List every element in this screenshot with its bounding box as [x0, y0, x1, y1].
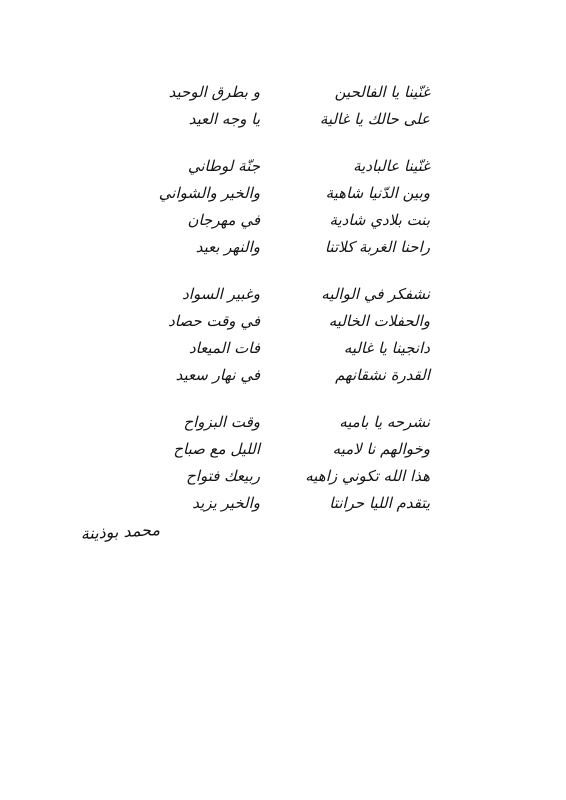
stanza-1	[130, 82, 430, 136]
poem	[130, 82, 430, 540]
verse-right: نشرحه يا باميه	[339, 413, 430, 431]
poem-line	[130, 466, 430, 493]
stanza-3	[130, 284, 430, 392]
poem-line	[130, 365, 430, 392]
verse-right: غنّينا يا الفالحين	[334, 83, 430, 101]
verse-left: فات الميعاد	[188, 339, 260, 357]
verse-left: في وقت حصاد	[168, 312, 260, 330]
verse-left: الليل مع صباح	[173, 440, 260, 458]
poem-line	[130, 412, 430, 439]
stanza-4	[130, 412, 430, 520]
verse-right: يتقدم الليا حرانتا	[329, 494, 430, 512]
verse-left: وغبير السواد	[182, 285, 260, 303]
verse-right: هذا الله تكوني زاهيه	[305, 467, 430, 485]
verse-left: في مهرجان	[187, 211, 260, 229]
verse-left: جنّة لوطاني	[187, 157, 260, 175]
verse-left: والخير والشواني	[158, 184, 260, 202]
author-signature: محمد بوذينة	[80, 520, 161, 544]
verse-right: والحفلات الخاليه	[328, 312, 430, 330]
verse-right: بنت بلادي شادية	[329, 211, 430, 229]
verse-right: وبين الدّنيا شاهية	[325, 184, 430, 202]
verse-left: و بطرق الوحيد	[168, 83, 260, 101]
poem-line	[130, 82, 430, 109]
poem-line	[130, 109, 430, 136]
stanza-2	[130, 156, 430, 264]
verse-right: دانجينا يا غاليه	[343, 339, 430, 357]
verse-right: القدرة نشقانهم	[335, 366, 430, 384]
verse-right: على حالك يا غالية	[319, 110, 430, 128]
verse-left: في نهار سعيد	[175, 366, 260, 384]
poem-line	[130, 210, 430, 237]
verse-right: نشفكر في الواليه	[321, 285, 430, 303]
verse-right: غنّينا عالبادية	[353, 157, 430, 175]
verse-left: والنهر بعيد	[195, 238, 260, 256]
verse-left: يا وجه العيد	[188, 110, 260, 128]
poem-line	[130, 183, 430, 210]
poem-line	[130, 493, 430, 520]
poem-line	[130, 439, 430, 466]
poem-line	[130, 237, 430, 264]
poem-line	[130, 311, 430, 338]
verse-left: والخير يزيد	[192, 494, 260, 512]
verse-right: راحنا الغربة كلاتنا	[324, 238, 430, 256]
verse-right: وخوالهم نا لاميه	[332, 440, 430, 458]
poem-line	[130, 338, 430, 365]
poem-line	[130, 284, 430, 311]
verse-left: وقت البزواح	[183, 413, 260, 431]
poem-line	[130, 156, 430, 183]
verse-left: ربيعك فتواح	[186, 467, 260, 485]
